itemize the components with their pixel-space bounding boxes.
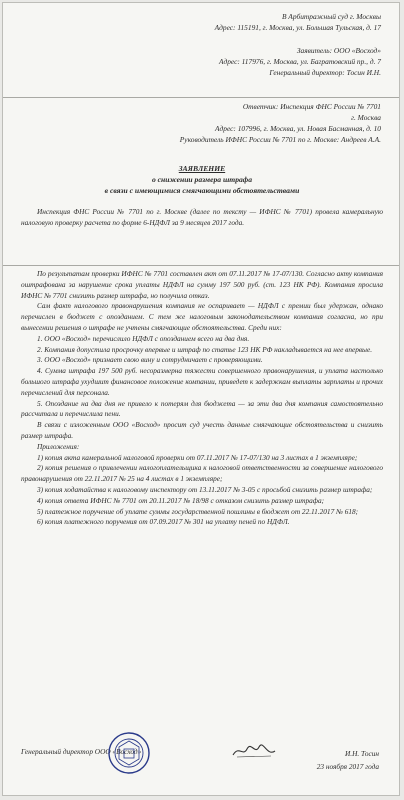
- court-header: [215, 11, 381, 33]
- body-paragraph: Сам факт налогового правонарушения компания не оспаривает — НДФЛ с премии был удержан, однако перечислен в бюджет с опозданием. С тем же налоговым законодательством компания согласна, но при вынесении решения о штрафе не учтены смягчающие обстоятельства. Среди них:: [21, 301, 383, 332]
- applicant-director: Генеральный директор: Тосин И.Н.: [269, 68, 381, 77]
- signatory-block: [317, 747, 379, 773]
- document-title: [3, 163, 400, 196]
- attachment-item: 4) копия ответа ИФНС № 7701 от 20.11.2017 № 18/98 с отказом снизить размер штрафа;: [37, 495, 325, 505]
- attachment-item: 5) платежное поручение об уплате суммы государственной пошлины в бюджет от 22.11.2017 № 618;: [37, 506, 359, 516]
- attachment-item: 2) копия решения о привлечении налогоплательщика к налоговой ответственности за совершение налогового правонарушения от 22.11.2017 № 25 на 4 листах в 1 экземпляре;: [21, 463, 383, 484]
- body-paragraph: 1. ООО «Восход» перечислило НДФЛ с опозданием всего на два дня.: [37, 333, 250, 343]
- body-paragraph: 2. Компания допустила просрочку впервые и штраф по статье 123 НК РФ накладывается на нее впервые.: [37, 344, 373, 354]
- body-paragraph: 4. Сумма штрафа 197 500 руб. несоразмерна тяжести совершенного правонарушения, и уплата настолько большого штрафа ухудшит финансовое положение компании, приведет к задержкам выплаты зарплаты и прочих перечислений для персонала.: [21, 366, 383, 397]
- attachments-label: Приложения:: [37, 441, 80, 451]
- attachment-item: 1) копия акта камеральной налоговой проверки от 07.11.2017 № 17-07/130 на 3 листах в 1 экземпляре;: [37, 452, 358, 462]
- signatory-position: Генеральный директор ООО «Восход»: [21, 747, 142, 756]
- respondent-address: Адрес: 107996, г. Москва, ул. Новая Басманная, д. 10: [215, 124, 381, 133]
- applicant-name: Заявитель: ООО «Восход»: [296, 46, 381, 55]
- body-paragraph: 5. Опоздание на два дня не привело к потерям для бюджета — за эти два дня компания самостоятельно рассчитала и перечислила пени.: [21, 398, 383, 419]
- signature-scribble: [231, 741, 279, 766]
- body-paragraph: 3. ООО «Восход» признает свою вину и сотрудничает с проверяющими.: [37, 355, 263, 365]
- applicant-address: Адрес: 117976, г. Москва, ул. Багратовский пр., д. 7: [218, 57, 381, 66]
- fold-line: [3, 265, 400, 266]
- title-line-1: ЗАЯВЛЕНИЕ: [178, 164, 226, 173]
- signatory-name: И.Н. Тосин: [345, 749, 379, 758]
- title-line-3: в связи с имеющимися смягчающими обстоятельствами: [104, 186, 300, 195]
- signature-date: 23 ноября 2017 года: [316, 762, 379, 771]
- attachment-item: 3) копия ходатайства к налоговому инспектору от 13.11.2017 № 3-05 с просьбой снизить размер штрафа;: [37, 484, 373, 494]
- body-text: [21, 269, 383, 528]
- body-paragraph: По результатам проверки ИФНС № 7701 составлен акт от 07.11.2017 № 17-07/130. Согласно акту компания оштрафована за нарушение срока уплаты НДФЛ на сумму 197 500 руб. (ст. 123 НК РФ). Компания просила ИФНС № 7701 снизить размер штрафа, но получила отказ.: [21, 269, 383, 300]
- attachment-item: 6) копия платежного поручения от 07.09.2017 № 301 на уплату пеней по НДФЛ.: [37, 517, 290, 527]
- respondent-city: г. Москва: [351, 113, 381, 122]
- fold-line: [3, 97, 400, 98]
- applicant-block: [219, 45, 381, 78]
- respondent-name: Ответчик: Инспекция ФНС России № 7701: [242, 102, 381, 111]
- intro-paragraph: [21, 207, 383, 229]
- respondent-head: Руководитель ИФНС России № 7701 по г. Москве: Андреев А.А.: [179, 135, 381, 144]
- company-stamp: [107, 731, 151, 780]
- respondent-block: [180, 101, 381, 145]
- court-address: Адрес: 115191, г. Москва, ул. Большая Тульская, д. 17: [214, 23, 381, 32]
- document-page: [2, 2, 400, 796]
- title-line-2: о снижении размера штрафа: [151, 175, 253, 184]
- intro-text: Инспекция ФНС России № 7701 по г. Москве (далее по тексту — ИФНС № 7701) провела камеральную налоговую проверку расчета по форме 6-НДФЛ за 9 месяцев 2017 года.: [21, 207, 383, 227]
- court-name: В Арбитражный суд г. Москвы: [281, 12, 381, 21]
- body-paragraph: В связи с изложенным ООО «Восход» просит суд учесть данные смягчающие обстоятельства и снизить размер штрафа.: [21, 420, 383, 440]
